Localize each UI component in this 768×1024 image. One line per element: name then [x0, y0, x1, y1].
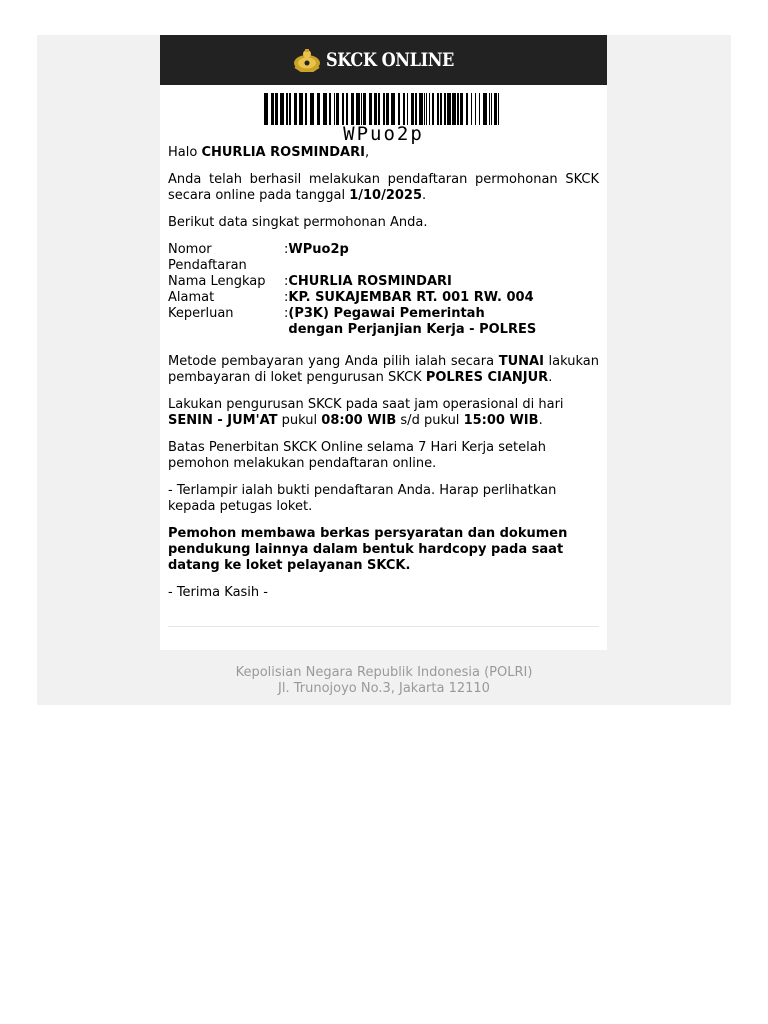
brand-title: SKCK ONLINE	[325, 49, 454, 71]
email-body	[160, 145, 607, 601]
barcode-bar	[491, 93, 492, 125]
barcode-bar	[444, 93, 446, 125]
detail-row: Nama Lengkap :CHURLIA ROSMINDARI	[168, 274, 452, 289]
barcode-bar	[429, 93, 430, 125]
barcode-bar	[471, 93, 472, 125]
barcode-bar	[356, 93, 360, 125]
barcode-bar	[264, 93, 268, 125]
barcode-bar	[466, 93, 468, 125]
barcode-bar	[329, 93, 331, 125]
barcode-bar	[275, 93, 278, 125]
applicant-name: CHURLIA ROSMINDARI	[201, 145, 365, 160]
intro-text: Anda telah berhasil melakukan pendaftaran permohonan SKCK secara online pada tanggal 1/10/2025.	[168, 172, 599, 203]
barcode-bar	[374, 93, 377, 125]
barcode-bar	[351, 93, 354, 125]
barcode-bar	[475, 93, 476, 125]
barcode-bar	[271, 93, 274, 125]
barcode-bar	[310, 93, 314, 125]
documents-text: Pemohon membawa berkas persyaratan dan dokumen pendukung lainnya dalam bentuk hardcopy pada saat datang ke loket pelayanan SKCK.	[168, 526, 568, 573]
barcode-bar	[386, 93, 389, 125]
greeting: Halo CHURLIA ROSMINDARI,	[168, 145, 370, 160]
detail-value: CHURLIA ROSMINDARI	[288, 274, 452, 289]
barcode-bar	[432, 93, 434, 125]
details-table	[168, 242, 599, 338]
detail-row: Alamat :KP. SUKAJEMBAR RT. 001 RW. 004	[168, 290, 534, 305]
barcode-bar	[411, 93, 414, 125]
operating-days: SENIN - JUM'AT	[168, 413, 278, 428]
barcode-bar	[391, 93, 395, 125]
barcode-bar	[479, 93, 480, 125]
footer-address: Jl. Trunojoyo No.3, Jakarta 12110	[278, 681, 490, 696]
open-time: 08:00 WIB	[321, 413, 397, 428]
barcode-bar	[323, 93, 327, 125]
barcode-bar	[494, 93, 497, 125]
barcode-bar	[489, 93, 490, 125]
detail-value: KP. SUKAJEMBAR RT. 001 RW. 004	[288, 290, 534, 305]
hours-text: Lakukan pengurusan SKCK pada saat jam operasional di hari SENIN - JUM'AT pukul 08:00 WIB s/d pukul 15:00 WIB.	[168, 397, 564, 428]
barcode-bar	[460, 93, 463, 125]
header-bar	[160, 35, 607, 85]
barcode-bar	[346, 93, 348, 125]
payment-method: TUNAI	[498, 354, 544, 369]
registration-date: 1/10/2025	[349, 188, 423, 203]
barcode-bar	[407, 93, 408, 125]
polri-emblem-icon	[292, 47, 322, 73]
summary-intro: Berikut data singkat permohonan Anda.	[168, 215, 428, 230]
detail-label: Alamat	[168, 290, 215, 305]
barcode-bar	[383, 93, 385, 125]
payment-office: POLRES CIANJUR	[425, 370, 549, 385]
email-card	[160, 35, 607, 650]
barcode-bar	[419, 93, 423, 125]
barcode-bar	[424, 93, 425, 125]
barcode-bar	[415, 93, 417, 125]
detail-value: (P3K) Pegawai Pemerintah dengan Perjanjian Kerja - POLRES	[288, 306, 537, 337]
close-time: 15:00 WIB	[463, 413, 539, 428]
detail-label: Nama Lengkap	[168, 274, 266, 289]
barcode-bar	[336, 93, 339, 125]
attachment-text: - Terlampir ialah bukti pendaftaran Anda. Harap perlihatkan kepada petugas loket.	[168, 483, 557, 514]
barcode-bar	[426, 93, 427, 125]
barcode-bar	[483, 93, 487, 125]
barcode-bar	[361, 93, 362, 125]
barcode-bar	[289, 93, 291, 125]
barcode-bar	[286, 93, 288, 125]
detail-label: Nomor Pendaftaran	[168, 242, 247, 273]
barcode-bar	[452, 93, 456, 125]
barcode-bar	[334, 93, 335, 125]
barcode-bar	[440, 93, 442, 125]
barcode-bar	[398, 93, 400, 125]
footer-org: Kepolisian Negara Republik Indonesia (POLRI)	[235, 665, 533, 680]
barcode-bar	[299, 93, 303, 125]
detail-row: Nomor Pendaftaran :WPuo2p	[168, 242, 349, 273]
barcode-image	[264, 93, 504, 125]
footer	[37, 665, 731, 697]
email-background	[37, 35, 731, 705]
barcode-bar	[447, 93, 451, 125]
barcode-bar	[369, 93, 372, 125]
limit-text: Batas Penerbitan SKCK Online selama 7 Hari Kerja setelah pemohon melakukan pendaftaran online.	[168, 440, 546, 471]
divider	[168, 626, 599, 627]
barcode-bar	[294, 93, 297, 125]
barcode-bar	[280, 93, 284, 125]
barcode-bar	[317, 93, 320, 125]
barcode-block	[160, 93, 607, 145]
barcode-bar	[498, 93, 499, 125]
barcode-bar	[437, 93, 439, 125]
detail-value: WPuo2p	[288, 242, 349, 257]
barcode-code: WPuo2p	[343, 123, 424, 145]
detail-label: Keperluan	[168, 306, 234, 321]
detail-row: Keperluan : (P3K) Pegawai Pemerintah dengan Perjanjian Kerja - POLRES	[168, 306, 599, 338]
payment-text: Metode pembayaran yang Anda pilih ialah secara TUNAI lakukan pembayaran di loket pengurusan SKCK POLRES CIANJUR.	[168, 354, 599, 385]
barcode-bar	[403, 93, 405, 125]
barcode-bar	[342, 93, 344, 125]
closing-text: - Terima Kasih -	[168, 585, 268, 600]
barcode-bar	[378, 93, 380, 125]
barcode-bar	[457, 93, 459, 125]
barcode-bar	[363, 93, 366, 125]
barcode-bar	[305, 93, 307, 125]
